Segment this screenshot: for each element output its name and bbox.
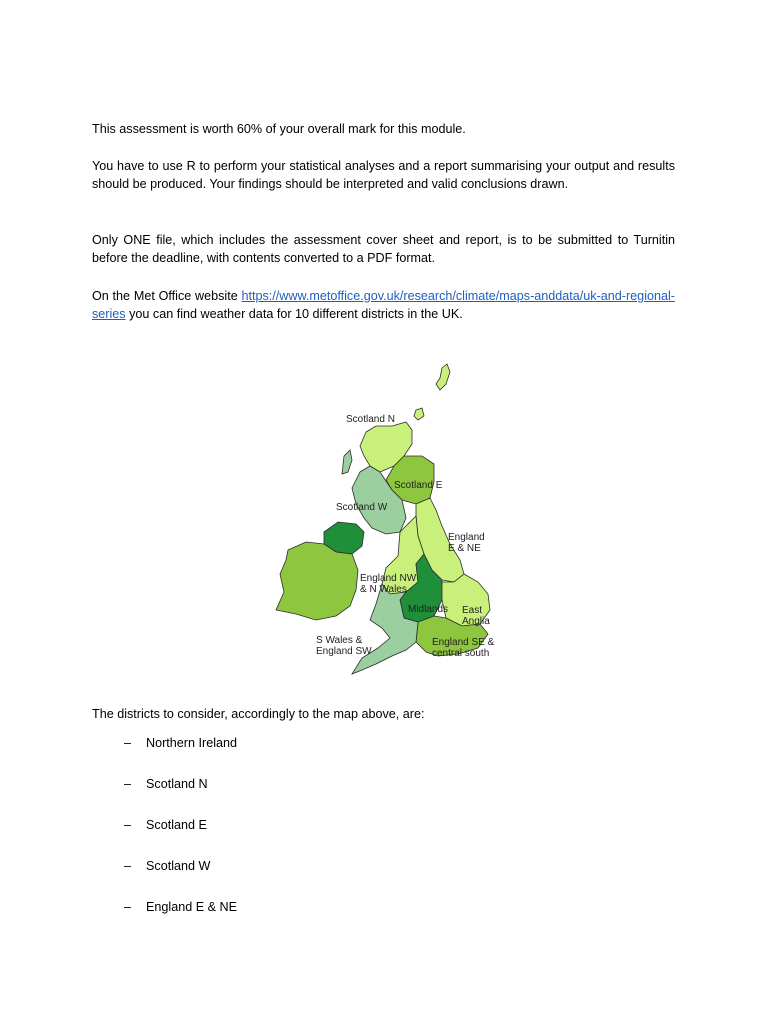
label-east-anglia-1: East — [462, 605, 483, 616]
district-name: England E & NE — [146, 899, 238, 914]
list-item — [124, 886, 237, 927]
label-scotland-w: Scotland W — [336, 502, 388, 513]
list-item — [124, 763, 237, 804]
list-item — [124, 722, 237, 763]
region-shetland — [436, 364, 450, 390]
assessment-weight-paragraph: This assessment is worth 60% of your overall mark for this module. — [92, 122, 466, 136]
dash-bullet: – — [124, 776, 132, 791]
region-western-isles — [342, 450, 352, 474]
district-name: Scotland N — [146, 776, 208, 791]
label-england-e-ne-2: E & NE — [448, 543, 481, 554]
label-england-nw-1: England NW — [360, 573, 417, 584]
label-england-se-1: England SE & — [432, 637, 495, 648]
label-east-anglia-2: Anglia — [462, 616, 490, 627]
met-office-link[interactable]: https://www.metoffice.gov.uk/research/climate/maps-anddata/uk-and-regional-series — [92, 289, 675, 321]
r-usage-paragraph: You have to use R to perform your statistical analyses and a report summarising your output and results should be produced. Your findings should be interpreted and valid conclusions drawn. — [92, 159, 675, 191]
dash-bullet: – — [124, 899, 132, 914]
label-england-nw-2: & N Wales — [360, 584, 407, 595]
label-scotland-n: Scotland N — [346, 414, 395, 425]
district-name: Scotland E — [146, 817, 207, 832]
label-england-e-ne-1: England — [448, 532, 485, 543]
label-midlands: Midlands — [408, 604, 449, 615]
district-list — [124, 722, 237, 927]
districts-intro: The districts to consider, accordingly to the map above, are: — [92, 707, 425, 721]
dash-bullet: – — [124, 817, 132, 832]
label-england-se-2: central south — [432, 648, 490, 659]
label-s-wales-2: England SW — [316, 646, 372, 657]
list-item — [124, 845, 237, 886]
district-name: Scotland W — [146, 858, 211, 873]
uk-districts-map — [266, 360, 506, 680]
list-item — [124, 804, 237, 845]
met-office-text-after: you can find weather data for 10 different districts in the UK. — [125, 307, 463, 321]
dash-bullet: – — [124, 858, 132, 873]
met-office-paragraph — [92, 287, 675, 323]
dash-bullet: – — [124, 735, 132, 750]
region-orkney — [414, 408, 424, 420]
label-scotland-e: Scotland E — [394, 480, 443, 491]
label-s-wales-1: S Wales & — [316, 635, 363, 646]
met-office-text-before: On the Met Office website — [92, 289, 242, 303]
district-name: Northern Ireland — [146, 735, 238, 750]
submission-paragraph: Only ONE file, which includes the assessment cover sheet and report, is to be submitted to Turnitin before the deadline, with contents converted to a PDF format. — [92, 233, 675, 265]
region-ireland — [276, 542, 358, 620]
